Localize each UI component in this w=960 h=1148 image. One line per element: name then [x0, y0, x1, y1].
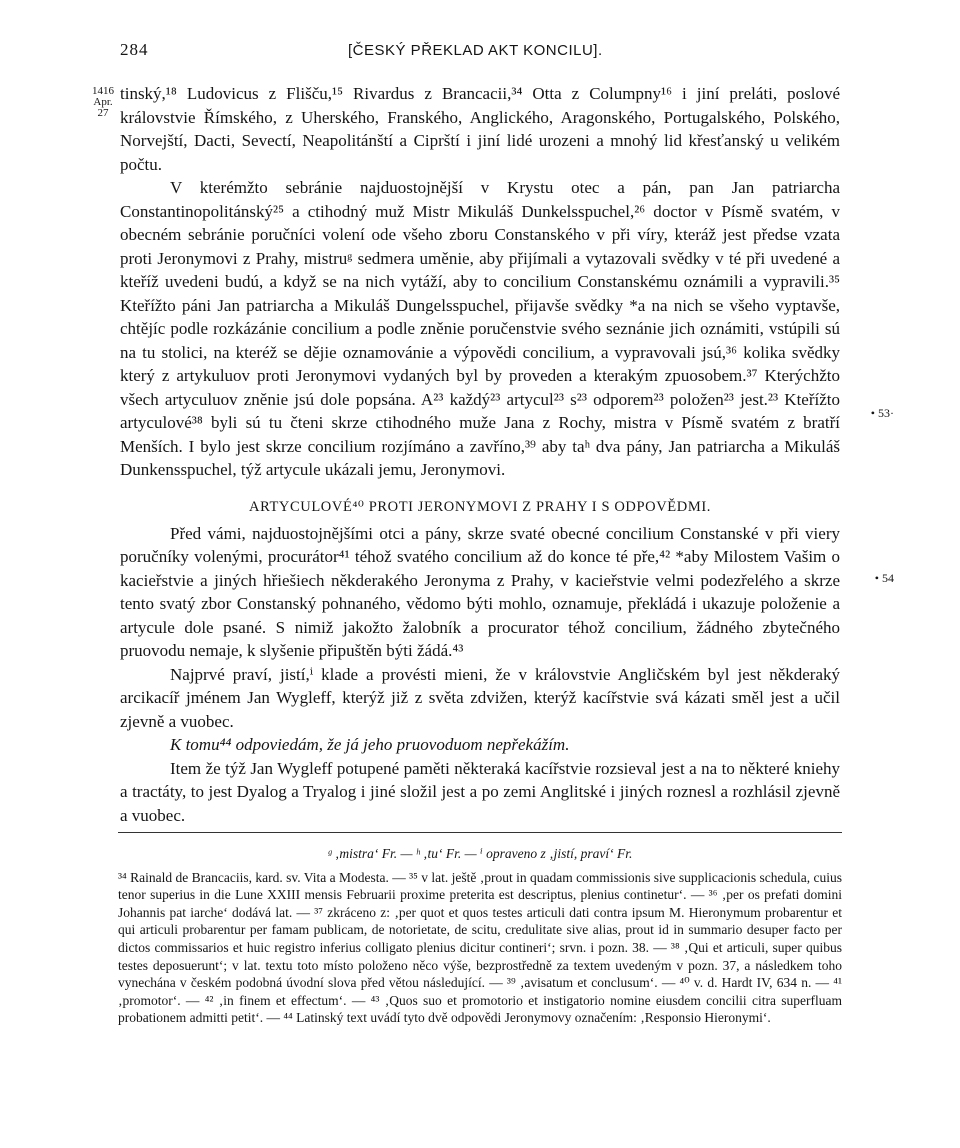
paragraph-2: V kterémžto sebránie najduostojnější v Krystu otec a pán, pan Jan patriarcha Constantinopolitánský²⁵ a ctihodný muž Mistr Mikuláš Dunkelsspuchel,²⁶ doctor v Písmě svatém, v obecném sebránie poručníci volení ode všeho zboru Constanského v při víry, kteráž jest předse vzata proti Jeronymovi z Prahy, mistruᵍ sedmera uměnie, aby přijímali a vytazovali svědky v té při uvedené a kteříž uvedeni budú, a když se na nich vytáží, aby to concilium Constanskému oznámili a vypravili.³⁵ Kteřížto páni Jan patriarcha a Mikuláš Dungelsspuchel, přijavše svědky *a na nich se všeho vyptavše, chtějíc podle rozkázánie concilium a podle zněnie poručenstvie svého seznánie jich oznámiti, vstúpili sú na tu stolici, na kteréž se dějie oznamovánie a výpovědi concilium, a vypravovali jsú,³⁶ kolika svědky který z artykuluov proti Jeronymovi vydaných byl by proveden a kterakým zpuosobem.³⁷ Kterýchžto všech artyculuov zněnie jsú dole popsána. A²³ každý²³ artycul²³ s²³ odporem²³ položen²³ jest.²³ Kteřížto artyculové³⁸ byli sú tu čteni skrze ctihodného muže Jana z Rochy, mistra v Písmě svatém z bratří Menších. I bylo jest skrze concilium rozjímáno a zavříno,³⁹ aby taʰ dva pány, Jan patriarcha a Mikuláš Dunkensspuchel, týž artycule ukázali jemu, Jeronymovi. — [120, 178, 840, 479]
footnote-numbered: ³⁴ Rainald de Brancaciis, kard. sv. Vita a Modesta. — ³⁵ v lat. ještě ‚prout in quadam commissionis sive supplicacionis schedula, cuius tenor superius in die Lune XXIII mensis Februarii proxime preterita est descriptus, plenius continetur‘. — ³⁶ ‚per os prefati domini Johannis pat iarche‘ dodává lat. — ³⁷ zkráceno z: ‚per quot et quos testes articuli dati contra ipsum M. Hieronymum probarentur et qui articuli probarentur per famam publicam, de notorietate, de scitu, credulitate sive alias, prout id in summario desuper facto per dictos commissarios et huic registro inferius colligato plenius dicitur contineri‘; srvn. i pozn. 38. — ³⁸ ‚Qui et articuli, super quibus testes deposuerunt‘; v lat. textu toto místo položeno něco výše, bezprostředně za textem uvedeným v pozn. 37, a následkem toho vynechána v českém podobná úvodní slova před větou následující. — ³⁹ ‚avisatum et conclusum‘. — ⁴⁰ v. d. Hardt IV, 634 n. — ⁴¹ ‚promotor‘. — ⁴² ‚in finem et effectum‘. — ⁴³ ‚Quos suo et promotorio et instigatorio nomine eiusdem concilii citra superfluam probationem admitti petit‘. — ⁴⁴ Latinský text uvádí tyto dvě odpovědi Jeronymovy označením: ‚Responsio Hieronymi‘. — [118, 869, 842, 1026]
footnote-variants: ᵍ ‚mistra‘ Fr. — ʰ ‚tu‘ Fr. — ⁱ opraveno z ‚jistí, praví‘ Fr. — [327, 846, 633, 861]
section-heading: ARTYCULOVÉ⁴⁰ PROTI JERONYMOVI Z PRAHY I S ODPOVĚDMI. — [249, 498, 711, 515]
margin-date-year: 1416 — [92, 85, 114, 97]
paragraph-6: Item že týž Jan Wygleff potupené paměti některaká kacířstvie rozsieval jest a na to některé kniehy a tractáty, to jest Dyalog a Tryalog i jiné složil jest a po zemi Anglitské i jiných roznesl a rozhlásil zjevně a vuobec. — [120, 758, 840, 825]
main-text — [120, 82, 840, 827]
margin-ref-53: • 53· — [870, 406, 894, 420]
margin-date-day: Apr. 27 — [93, 96, 113, 119]
margin-ref-54: • 54 — [874, 571, 894, 585]
paragraph-3: Před vámi, najduostojnějšími otci a pány, skrze svaté obecné concilium Constanské v při viery poručníky volenými, procurátor⁴¹ téhož svatého concilium až do konce té pře,⁴² *aby Milostem Vašim o kacieřstvie a jiných hřiešiech někderakého Jeronyma z Prahy, v kacieřstvie velmi podezřelého a skrze tento svatý zbor Constanský pohnaného, vědomo býti mohlo, oznamuje, překládá i ukazuje položenie a artycule dole psané. S nimiž jakožto žalobník a procurator téhož concilium, žádného zbytečného pruovodu nemaje, k slyšenie připuštěn býti žádá.⁴³ — [120, 523, 840, 660]
paragraph-1: tinský,¹⁸ Ludovicus z Flišču,¹⁵ Rivardus z Brancacii,³⁴ Otta z Columpny¹⁶ i jiní preláti, poslové královstvie Římského, z Uherského, Franského, Anglického, Aragonského, Portugalského, Polského, Norvejští, Dacti, Sevectí, Neapolitánští a Ciprští i jiní lidé urozeni a mnohý lid křesťanský u velikém počtu. — [120, 84, 840, 174]
margin-date-note — [88, 86, 118, 119]
footnote-separator — [118, 832, 842, 833]
page-number: 284 — [120, 40, 149, 59]
running-head: [ČESKÝ PŘEKLAD AKT KONCILU]. — [348, 42, 603, 59]
paragraph-5-response: K tomu⁴⁴ odpoviedám, že já jeho pruovoduom nepřekážím. — [170, 735, 570, 754]
paragraph-4: Najprvé praví, jistí,ⁱ klade a provésti mieni, že v královstvie Angličském byl jest někderaký arcikacíř jménem Jan Wygleff, kterýž již z světa zdvižen, kterýž kacířstvie svá kázati směl jest a učil zjevně a vuobec. — [120, 664, 840, 731]
footnotes — [118, 845, 842, 1027]
page-header — [120, 40, 840, 66]
